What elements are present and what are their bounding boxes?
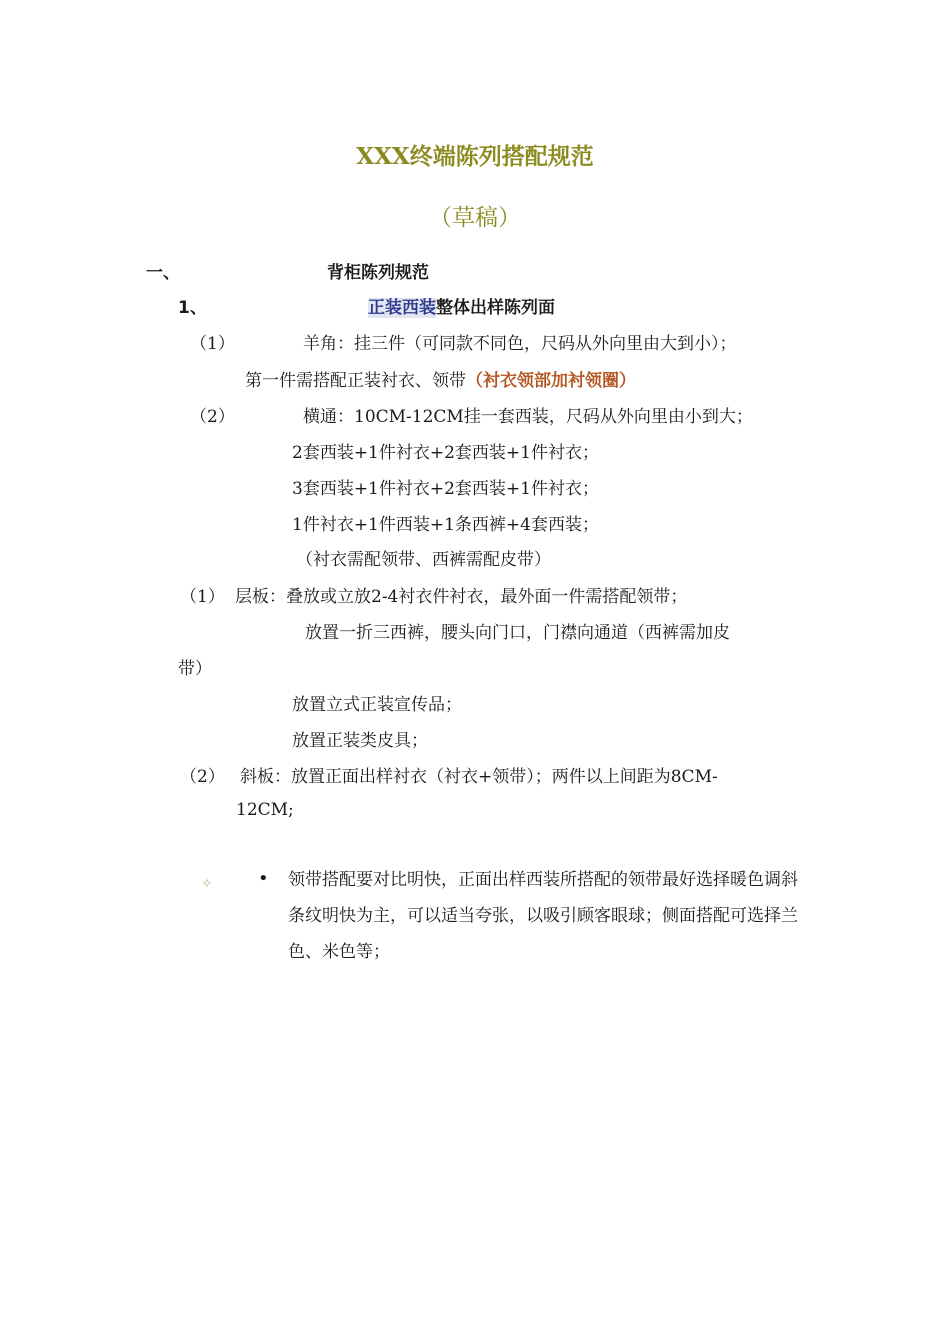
item-text: 放置正装类皮具； — [292, 731, 428, 751]
section-heading: 背柜陈列规范 — [327, 263, 429, 283]
highlighted-term: 正装西装 — [368, 298, 436, 318]
bullet-paragraph: 领带搭配要对比明快，正面出样西装所搭配的领带最好选择暖色调斜条纹明快为主，可以适当夸张，以吸引顾客眼球；侧面搭配可选择兰色、米色等； — [288, 870, 798, 962]
item-number: （2） — [190, 407, 235, 427]
subsection-heading — [368, 293, 555, 318]
item-text-main: 第一件需搭配正装衬衣、领带 — [245, 371, 466, 391]
bullet-dot-icon: • — [258, 868, 269, 889]
item-text: 横通：10CM-12CM挂一套西装，尺码从外向里由小到大； — [303, 407, 753, 427]
item-text: 层板：叠放或立放2-4衬衣件衬衣，最外面一件需搭配领带； — [235, 587, 688, 607]
item-text: 斜板：放置正面出样衬衣（衬衣+领带）；两件以上间距为8CM- — [240, 767, 718, 787]
item-text — [245, 366, 636, 391]
item-number: （1） — [180, 587, 225, 607]
item-text: 12CM; — [236, 800, 294, 820]
combo-note: （衬衣需配领带、西裤需配皮带） — [296, 550, 551, 570]
subsection-heading-rest: 整体出样陈列面 — [436, 298, 555, 318]
item-text: 放置立式正装宣传品； — [292, 695, 462, 715]
item-text: 放置一折三西裤，腰头向门口，门襟向通道（西裤需加皮 — [305, 623, 730, 643]
document-subtitle: （草稿） — [429, 205, 521, 231]
combo-line: 2套西装+1件衬衣+2套西装+1件衬衣； — [292, 443, 599, 463]
emphasis-note: （衬衣领部加衬领圈） — [466, 371, 636, 391]
item-number: （1） — [190, 334, 235, 354]
combo-line: 3套西装+1件衬衣+2套西装+1件衬衣； — [292, 479, 599, 499]
combo-line: 1件衬衣+1件西装+1条西裤+4套西装； — [292, 515, 599, 535]
document-title: XXX终端陈列搭配规范 — [356, 143, 594, 170]
item-text: 带） — [178, 659, 212, 679]
subsection-number: 1、 — [178, 298, 207, 318]
item-text: 羊角：挂三件（可同款不同色，尺码从外向里由大到小）； — [303, 334, 737, 354]
section-number: 一、 — [146, 263, 180, 283]
item-number: （2） — [180, 767, 225, 787]
sparkle-icon: ✧ — [201, 876, 213, 892]
